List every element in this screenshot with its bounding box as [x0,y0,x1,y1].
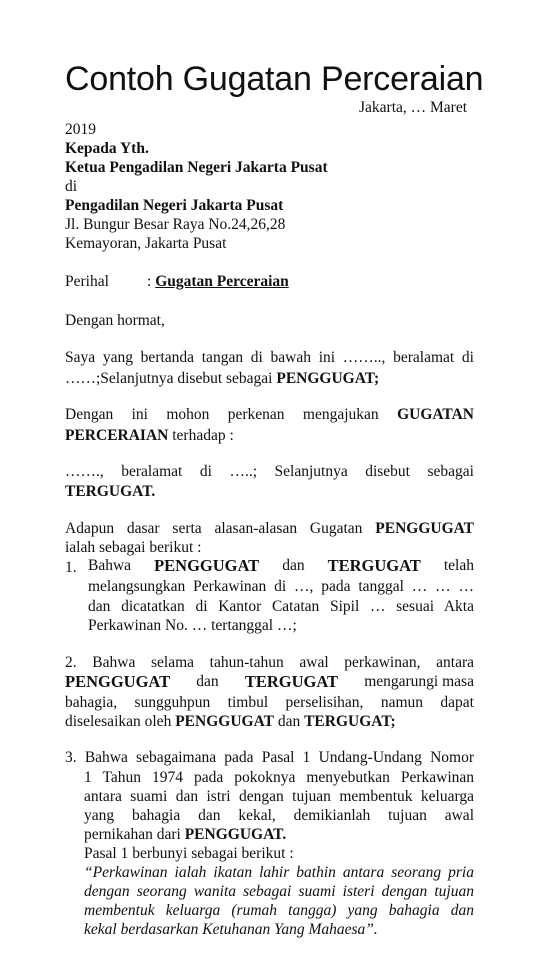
item-3-line-3: antara suami dan istri dengan tujuan membentuk keluarga [84,788,474,805]
item-3-line-1: 3. Bahwa sebagaimana pada Pasal 1 Undang-Undang Nomor [65,749,474,766]
item-1-party-1: PENGGUGAT [154,556,260,575]
subject-colon: : [147,273,152,290]
greeting: Dengan hormat, [65,312,165,329]
paragraph-1-text: ……;Selanjutnya disebut sebagai [65,370,273,387]
quote-line-2: dengan seorang wanita sebagai suami isteri dengan tujuan [84,883,474,900]
item-3-text: pernikahan dari [84,826,181,843]
item-1-word-3: telah [443,557,474,574]
quote-line-4: kekal berdasarkan Ketuhanan Yang Mahaesa”. [84,921,378,938]
item-1-number: 1. [65,559,77,576]
item-3-party: PENGGUGAT. [184,826,287,843]
paragraph-2-text: Dengan ini mohon perkenan mengajukan [65,406,379,423]
paragraph-2-text-2: terhadap : [172,427,234,444]
item-2-text-2: diselesaikan oleh [65,713,172,730]
item-2-party-4: TERGUGAT; [304,713,396,730]
quote-line-1: “Perkawinan ialah ikatan lahir bathin antara seorang pria [84,864,474,881]
item-2-party-3: PENGGUGAT [175,713,274,730]
paragraph-2-line-2 [65,426,234,446]
item-1-party-2: TERGUGAT [327,556,421,575]
paragraph-3-line-1: ……., beralamat di …..; Selanjutnya disebut sebagai [65,463,474,480]
paragraph-2-line-1 [65,405,474,425]
date-year: 2019 [65,121,96,138]
item-3-line-2: 1 Tahun 1974 pada pokoknya menyebutkan Perkawinan [84,769,474,786]
recipient-address-line2: Kemayoran, Jakarta Pusat [65,235,227,252]
item-2-party-1: PENGGUGAT [65,672,171,691]
subject-row [147,272,289,292]
item-2-word-1: dan [196,673,219,690]
paragraph-4-text: Adapun dasar serta alasan-alasan Gugatan [65,520,363,537]
recipient-salutation: Kepada Yth. [65,140,149,157]
item-2-line-4 [65,712,396,732]
item-1-line-1 [88,556,474,576]
item-2-party-2: TERGUGAT [244,672,339,691]
paragraph-4-line-2: ialah sebagai berikut : [65,539,202,556]
item-1-line-4: Perkawinan No. … tertanggal …; [88,617,297,634]
recipient-address-line1: Jl. Bungur Besar Raya No.24,26,28 [65,216,286,233]
paragraph-2-bold-2: PERCERAIAN [65,427,169,444]
paragraph-1-line-2 [65,369,379,389]
recipient-di: di [65,178,78,195]
item-2-word-2: dan [277,713,301,730]
item-1-word-1: Bahwa [88,557,132,574]
recipient-official: Ketua Pengadilan Negeri Jakarta Pusat [65,159,328,176]
item-1-word-2: dan [282,557,305,574]
item-1-line-2: melangsungkan Perkawinan di …, pada tanggal … … … [88,578,474,595]
item-1-line-3: dan dicatatkan di Kantor Catatan Sipil … sesuai Akta [88,598,474,615]
item-2-line-1: 2. Bahwa selama tahun-tahun awal perkawinan, antara [65,654,474,671]
recipient-court: Pengadilan Negeri Jakarta Pusat [65,197,284,214]
paragraph-1-line-1: Saya yang bertanda tangan di bawah ini …….., beralamat di [65,349,474,366]
paragraph-4-line-1 [65,519,474,539]
subject-label: Perihal [65,273,109,290]
date-line: Jakarta, … Maret [359,99,468,116]
item-2-line-2 [65,672,474,692]
subject-value: Gugatan Perceraian [155,273,289,290]
document-title: Contoh Gugatan Perceraian [65,60,484,98]
item-3-line-4: yang bahagia dan kekal, demikianlah tujuan awal [84,807,474,824]
item-2-text: mengarungi masa [364,673,474,690]
paragraph-4-party: PENGGUGAT [375,520,475,537]
item-3-line-5 [84,825,286,845]
quote-line-3: membentuk keluarga (rumah tangga) yang bahagia dan [84,902,474,919]
paragraph-2-bold: GUGATAN [397,406,474,423]
item-2-line-3: bahagia, sungguhpun timbul perselisihan, namun dapat [65,694,474,711]
paragraph-1-party: PENGGUGAT; [276,370,380,387]
item-3-line-6: Pasal 1 berbunyi sebagai berikut : [84,845,294,862]
paragraph-3-party: TERGUGAT. [65,483,156,500]
